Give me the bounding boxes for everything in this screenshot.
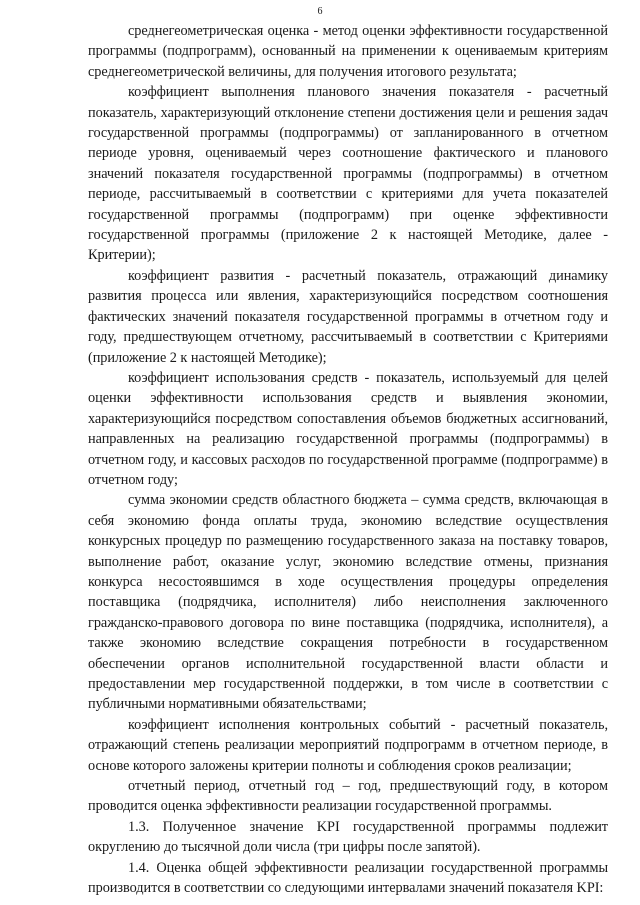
paragraph-development-coefficient: коэффициент развития - расчетный показатель, отражающий динамику развития процесса или явления, характеризующийся посредством соотношения фактических значений показателя государственной программы в отчетном году и году, предшествующем отчетному, рассчитываемый в соответствии с Критериями (приложение 2 к настоящей Методике); <box>88 267 608 366</box>
paragraph-plan-fulfillment-coefficient: коэффициент выполнения планового значения показателя - расчетный показатель, характеризующий отклонение степени достижения цели и решения задач государственной программы (подпрограммы) от запланированного в отчетном периоде уровня, оцениваемый через соотношение фактического и планового значений показателя государственной программы (подпрограммы) в отчетном периоде, рассчитываемый в соответствии с критериями для учета показателей государственной программы (подпрограмм) при оценке эффективности государственной программы (приложение 2 к настоящей Методике, далее - Критерии); <box>88 84 608 264</box>
paragraph-section-1-3: 1.3. Полученное значение KPI государственной программы подлежит округлению до тысячной доли числа (три цифры после запятой). <box>88 818 608 856</box>
paragraph-budget-savings-definition: сумма экономии средств областного бюджета – сумма средств, включающая в себя экономию фонда оплаты труда, экономию вследствие осуществления конкурсных процедур по размещению государственного заказа на поставку товаров, выполнение работ, оказание услуг, экономию вследствие отмены, признания конкурса несостоявшимся в ходе осуществления процедуры определения поставщика (подрядчика, исполнителя) либо неисполнения заключенного гражданско-правового договора по вине поставщика (подрядчика, исполнителя), а также экономию вследствие сокращения потребности в государственном обеспечении органов исполнительной государственной власти области и предоставлении мер государственной поддержки, в том числе в соответствии с публичными нормативными обязательствами; <box>88 492 608 713</box>
document-body <box>88 21 608 898</box>
paragraph-control-events-coefficient: коэффициент исполнения контрольных событий - расчетный показатель, отражающий степень реализации мероприятий подпрограмм в отчетном периоде, в основе которого заложены критерии полноты и соблюдения сроков реализации; <box>88 716 608 774</box>
paragraph-geometric-mean-definition: среднегеометрическая оценка - метод оценки эффективности государственной программы (подпрограмм), основанный на применении к оцениваемым критериям среднегеометрической величины, для получения итогового результата; <box>88 23 608 80</box>
page-number: 6 <box>317 6 323 17</box>
paragraph-section-1-4: 1.4. Оценка общей эффективности реализации государственной программы производится в соответствии со следующими интервалами значений показателя KPI: <box>88 859 608 897</box>
paragraph-reporting-period-definition: отчетный период, отчетный год – год, предшествующий году, в котором проводится оценка эффективности реализации государственной программы. <box>88 778 608 815</box>
paragraph-funds-usage-coefficient: коэффициент использования средств - показатель, используемый для целей оценки эффективности использования средств и выявления экономии, характеризующийся посредством сопоставления объемов бюджетных ассигнований, направленных на реализацию государственной программы (подпрограммы) в отчетном году, и кассовых расходов по государственной программе (подпрограмме) в отчетном году; <box>88 369 608 488</box>
